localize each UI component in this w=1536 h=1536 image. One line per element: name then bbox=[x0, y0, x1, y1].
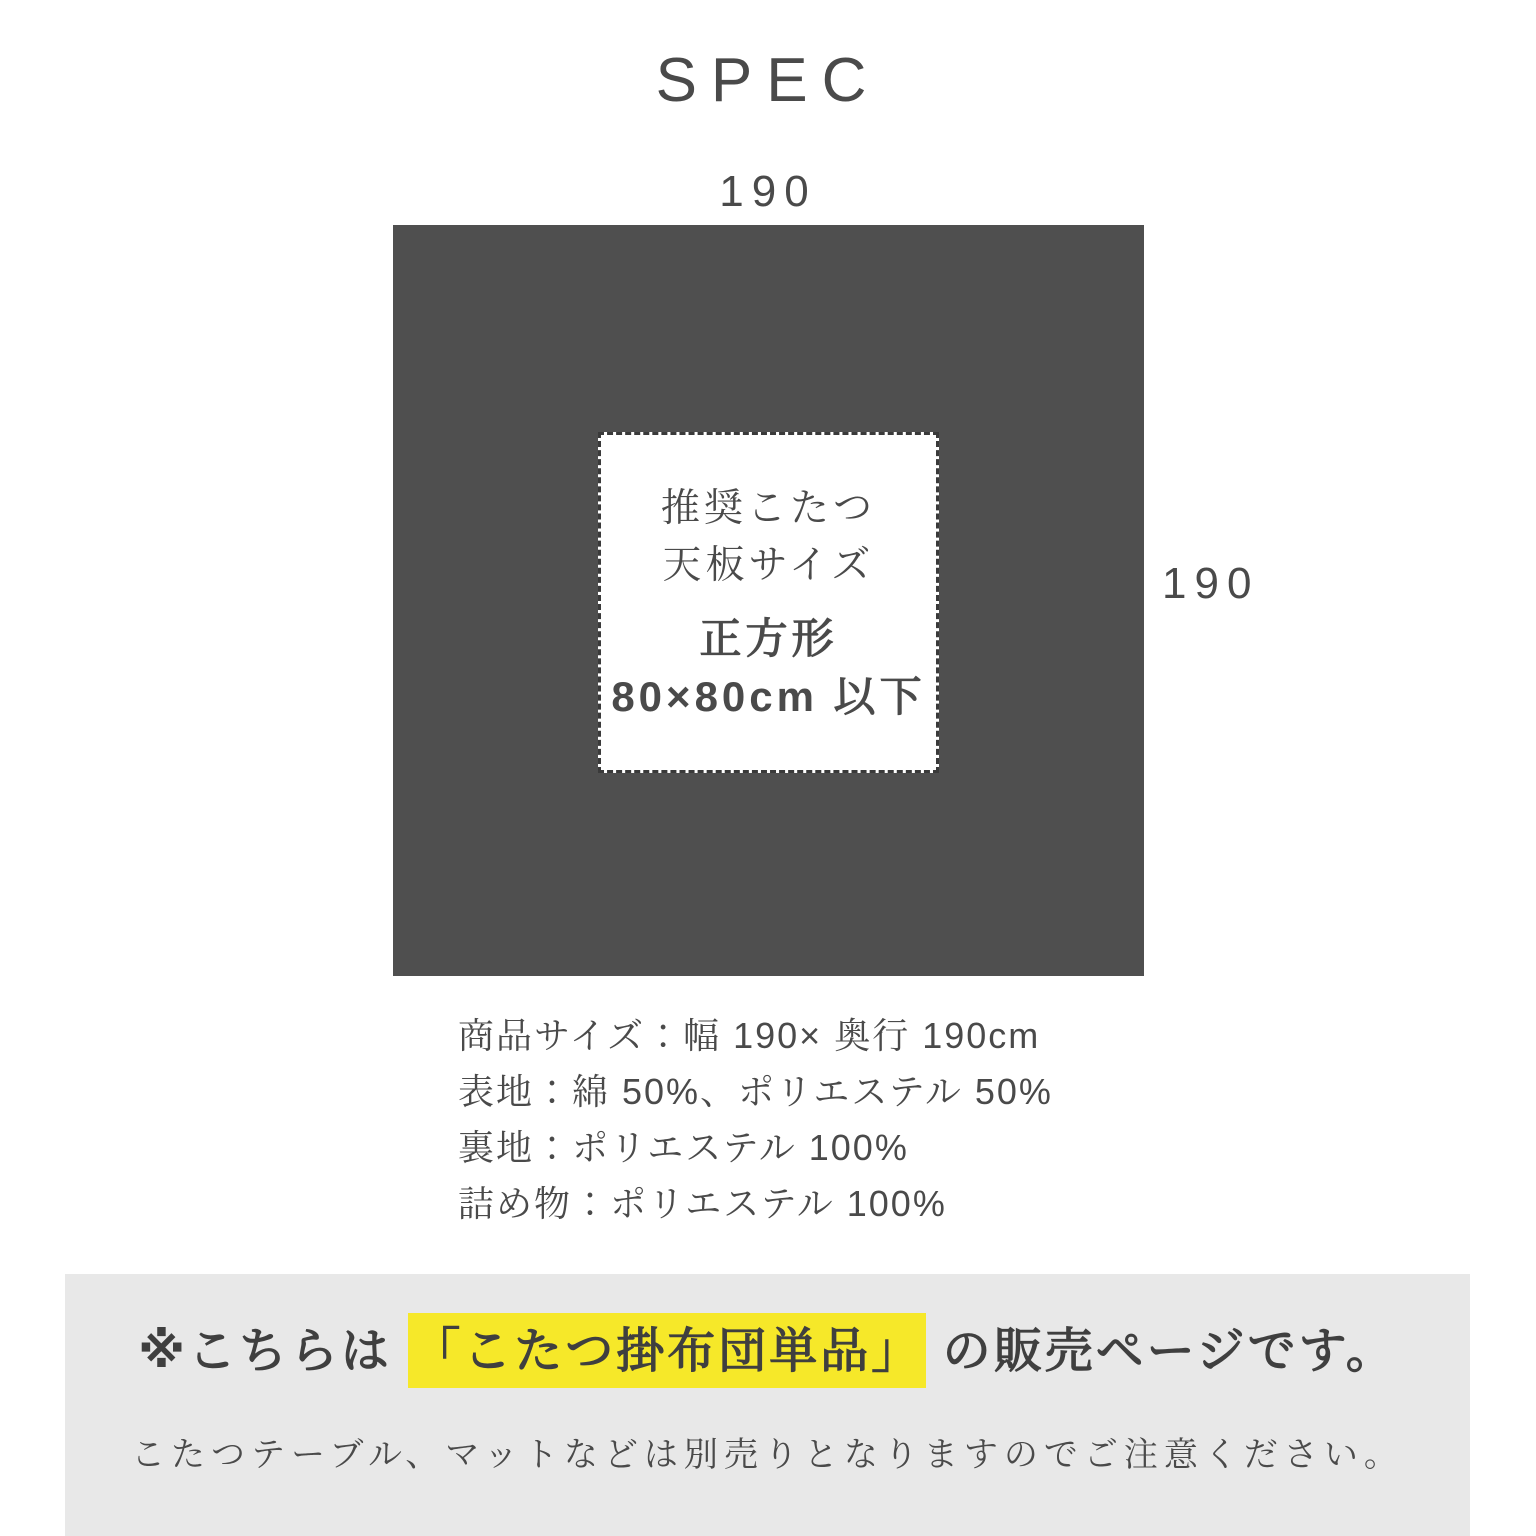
page-title: SPEC bbox=[655, 46, 881, 115]
spec-line-outer-fabric: 表地：綿 50%、ポリエステル 50% bbox=[458, 1071, 1053, 1112]
notice-suffix: の販売ページです。 bbox=[926, 1325, 1397, 1378]
notice-banner bbox=[65, 1274, 1470, 1536]
inner-box-line-2: 天板サイズ bbox=[662, 543, 875, 587]
spec-line-lining: 裏地：ポリエステル 100% bbox=[458, 1127, 909, 1168]
spec-line-size: 商品サイズ：幅 190× 奥行 190cm bbox=[458, 1015, 1041, 1056]
width-dimension-label: 190 bbox=[719, 167, 817, 216]
spec-line-filling: 詰め物：ポリエステル 100% bbox=[458, 1183, 947, 1224]
inner-box-line-3: 正方形 bbox=[699, 614, 838, 662]
notice-main-text bbox=[65, 1274, 1470, 1376]
futon-square-diagram bbox=[393, 225, 1144, 976]
recommended-tabletop-size-box bbox=[598, 432, 939, 773]
spec-list bbox=[458, 1008, 1053, 1232]
inner-box-line-1: 推奨こたつ bbox=[660, 486, 876, 530]
inner-box-line-4: 80×80cm 以下 bbox=[611, 672, 926, 720]
depth-dimension-label: 190 bbox=[1162, 559, 1260, 608]
notice-sub-text: こたつテーブル、マットなどは別売りとなりますのでご注意ください。 bbox=[131, 1436, 1404, 1474]
notice-highlighted-text: 「こたつ掛布団単品」 bbox=[408, 1313, 926, 1388]
notice-prefix: ※こちらは bbox=[138, 1325, 409, 1378]
